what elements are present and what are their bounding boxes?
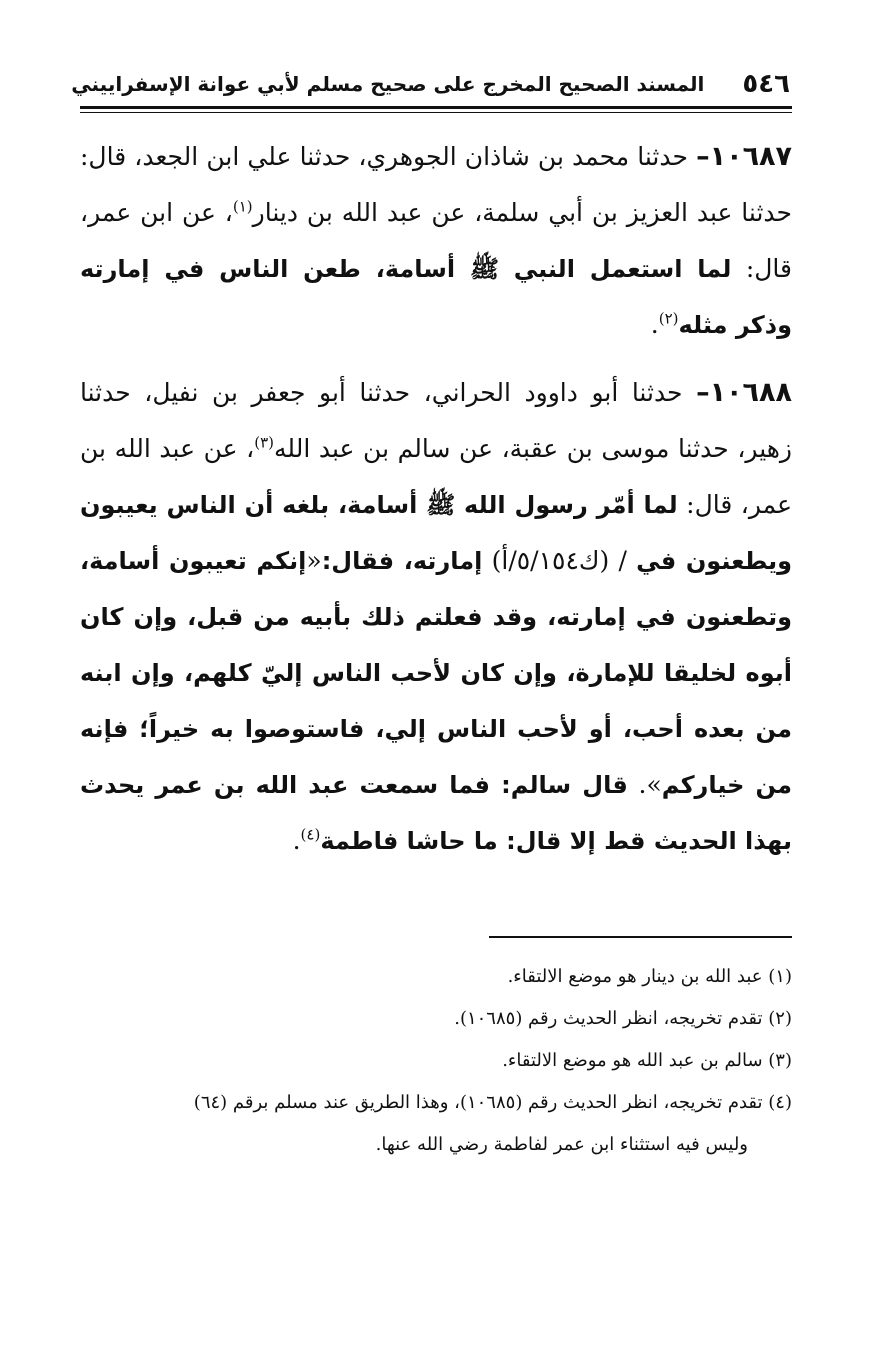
- sentence-end: .: [292, 826, 301, 855]
- footnote-text: سالم بن عبد الله هو موضع الالتقاء.: [502, 1050, 763, 1071]
- matn-text: لما استعمل النبي ﷺ أسامة، طعن الناس في إمارته وذكر مثله: [80, 255, 792, 339]
- footnote-ref-2[interactable]: (٢): [658, 309, 679, 328]
- isnad-text-continued: ، عن عبد الله بن عمر، قال:: [80, 434, 792, 519]
- main-text: [80, 129, 792, 869]
- matn-text-continued: إمارته، فقال:: [321, 547, 483, 575]
- manuscript-page-mark: / (ك٥/١٥٤/أ): [491, 546, 627, 575]
- hadith-10688: [80, 365, 792, 869]
- isnad-text-continued: ، عن ابن عمر، قال:: [80, 198, 792, 283]
- footnotes: [80, 956, 792, 1166]
- hadith-number: ١٠٦٨٨: [709, 377, 792, 408]
- footnote-ref-1[interactable]: (١): [232, 197, 253, 216]
- footnote-text: عبد الله بن دينار هو موضع الالتقاء.: [507, 966, 763, 987]
- footnote-ref-4[interactable]: (٤): [300, 825, 321, 844]
- sentence-end: .: [650, 310, 659, 339]
- quote-open: «: [306, 546, 322, 575]
- footnote-marker: (٣): [768, 1050, 792, 1071]
- footnote-3: [80, 1040, 792, 1082]
- sentence-end: .: [638, 770, 647, 799]
- page-header: [71, 60, 792, 104]
- isnad-text: حدثنا محمد بن شاذان الجوهري، حدثنا علي ابن الجعد، قال: حدثنا عبد العزيز بن أبي سلمة، عن عبد الله بن دينار: [80, 142, 792, 227]
- footnote-4-continuation: وليس فيه استثناء ابن عمر لفاطمة رضي الله عنها.: [375, 1134, 748, 1155]
- matn-text: لما أمّر رسول الله ﷺ أسامة، بلغه أن الناس يعيبون ويطعنون في: [80, 491, 793, 575]
- footnote-marker: (١): [768, 966, 792, 987]
- hadith-dash: –: [696, 141, 710, 172]
- prophetic-saying: إنكم تعيبون أسامة، وتطعنون في إمارته، وقد فعلتم ذلك بأبيه من قبل، وإن كان أبوه لخليقا للإمارة، وإن كان لأحب الناس إليّ كلهم، وإن ابنه من بعده أحب، أو لأحب الناس إلي، فاستوصوا به خيراً؛ فإنه من خياركم: [80, 547, 793, 799]
- footnote-marker: (٤): [768, 1092, 792, 1113]
- footnote-separator: [489, 936, 792, 938]
- hadith-number: ١٠٦٨٧: [709, 141, 793, 172]
- salim-statement: قال سالم: فما سمعت عبد الله بن عمر يحدث بهذا الحديث قط إلا قال: ما حاشا فاطمة: [80, 771, 792, 855]
- footnote-text: تقدم تخريجه، انظر الحديث رقم (١٠٦٨٥).: [454, 1008, 763, 1029]
- footnote-text: تقدم تخريجه، انظر الحديث رقم (١٠٦٨٥)، وهذا الطريق عند مسلم برقم (٦٤): [193, 1092, 763, 1113]
- header-rule-thin: [80, 112, 792, 113]
- footnote-2: [80, 998, 792, 1040]
- quote-close: »: [646, 770, 662, 799]
- footnote-marker: (٢): [768, 1008, 792, 1029]
- footnote-1: [80, 956, 792, 998]
- hadith-dash: –: [696, 377, 710, 408]
- hadith-10687: [80, 129, 792, 353]
- header-rule: [80, 106, 792, 109]
- footnote-ref-3[interactable]: (٣): [254, 433, 275, 452]
- isnad-text: حدثنا أبو داوود الحراني، حدثنا أبو جعفر بن نفيل، حدثنا زهير، حدثنا موسى بن عقبة، عن سالم بن عبد الله: [80, 378, 793, 463]
- running-title: المسند الصحيح المخرج على صحيح مسلم لأبي عوانة الإسفراييني: [71, 72, 705, 96]
- page-number: ٥٤٦: [742, 69, 790, 99]
- footnote-4: [80, 1082, 792, 1124]
- book-page: [71, 60, 793, 1155]
